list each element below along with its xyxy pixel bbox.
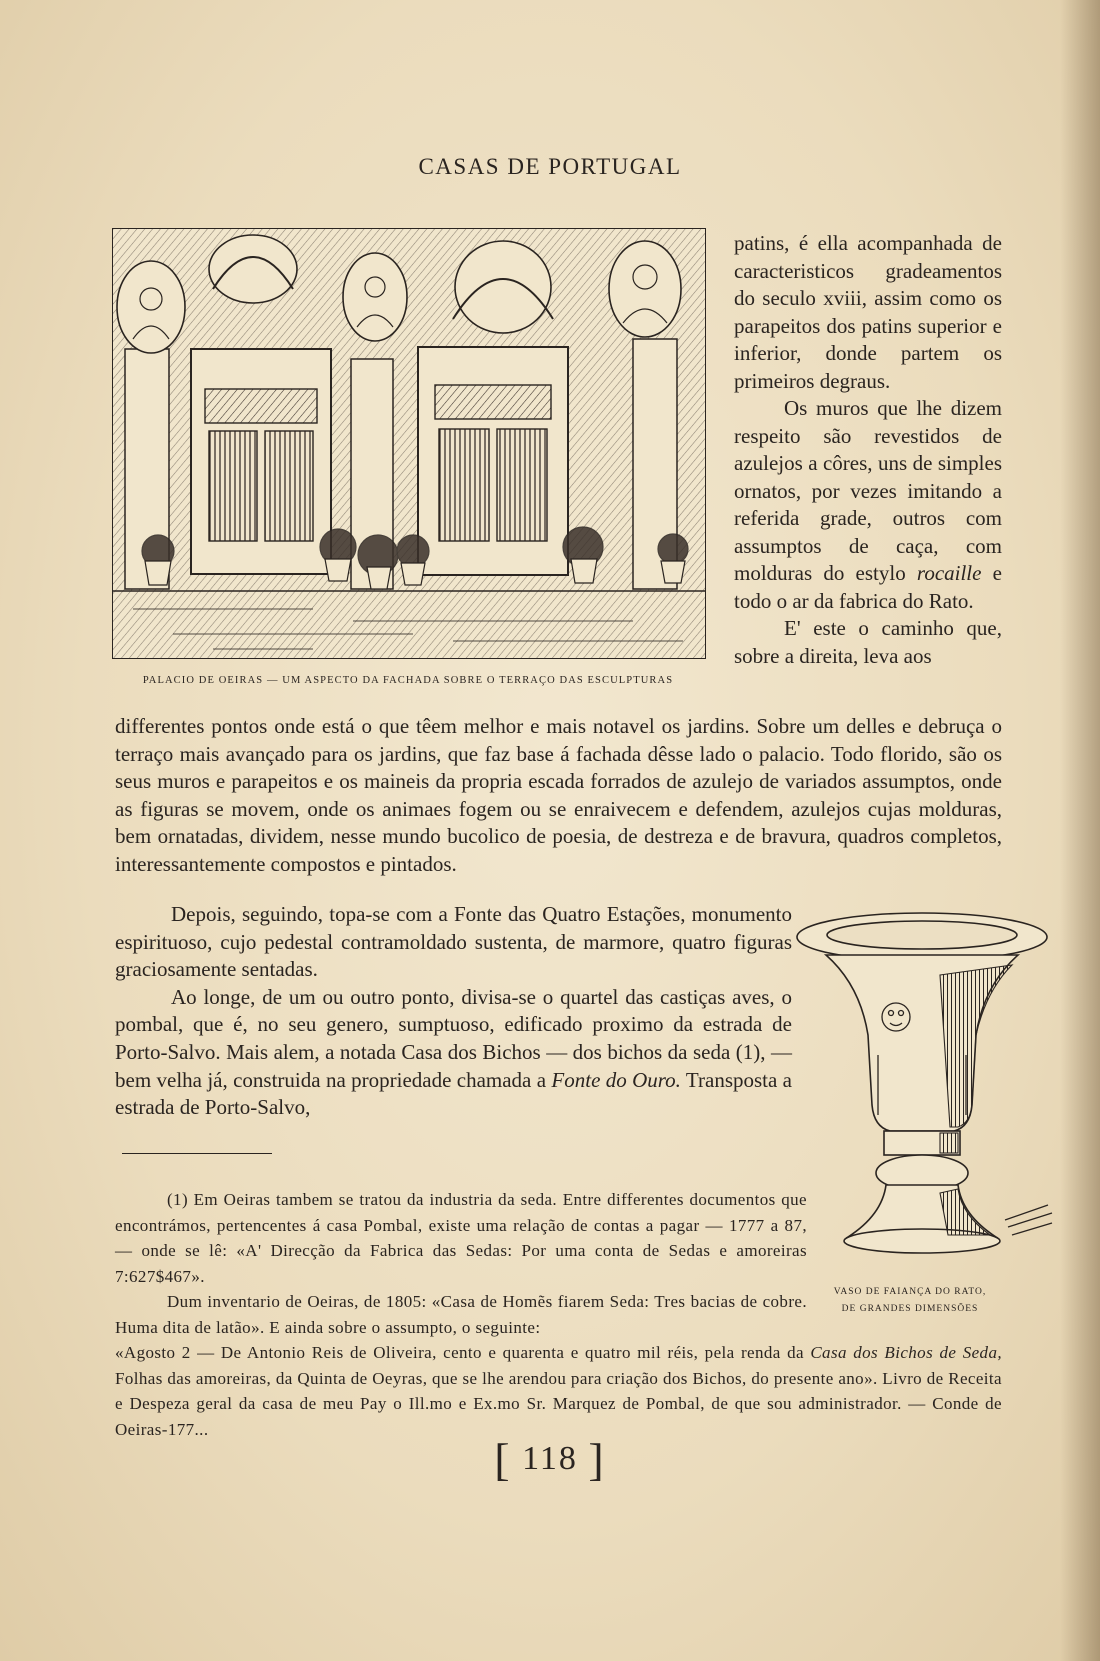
text-run: e todo o ar da fabrica do Rato. xyxy=(734,561,1002,613)
facade-engraving xyxy=(112,228,706,659)
paragraph xyxy=(115,984,792,1122)
footnote-separator xyxy=(122,1153,272,1154)
text-column-right xyxy=(734,230,1002,670)
text-run: Os muros que lhe dizem respeito são revestidos de azulejos a côres, uns de simples ornatos, por vezes imitando a referida grade, outros com assumptos de caça, com molduras do estylo xyxy=(734,396,1002,585)
bracket-right: ] xyxy=(588,1434,606,1485)
page-edge-shadow xyxy=(1060,0,1100,1661)
running-title: CASAS DE PORTUGAL xyxy=(418,154,682,179)
bracket-left: [ xyxy=(494,1434,512,1485)
page-number-value: 118 xyxy=(522,1440,578,1477)
text-run: Ao longe, de um ou outro ponto, divisa-se o quartel das castiças aves, o pombal, que é, no seu genero, sumptuoso, edificado proximo da estrada de Porto-Salvo. Mais alem, a notada Casa dos Bichos — dos bichos da seda (1), — bem velha já, construida na propriedade chamada a xyxy=(115,984,792,1092)
footnote-paragraph: Dum inventario de Oeiras, de 1805: «Casa de Homẽs fiarem Seda: Tres bacias de cobre. Huma dita de latão». E ainda sobre o assumpto, o seguinte: xyxy=(115,1292,807,1337)
paragraph: differentes pontos onde está o que têem melhor e mais notavel os jardins. Sobre um delles e debruça o terraço mais avançado para os jardins, que faz base á fachada dêsse lado o palacio. Todo florido, são os seus muros e parapeitos e os maineis da propria escada forrados de azulejo de variados assumptos, onde as figuras se movem, onde os animaes fogem ou se enraivecem e defendem, azulejos cujas molduras, bem ornatadas, dividem, nesse mundo bucolico de poesia, de destreza e de bravura, quadros completos, interessantemente compostos e pintados. xyxy=(115,714,1002,876)
paragraph xyxy=(734,395,1002,615)
vase-caption-line: VASO DE FAIANÇA DO RATO, xyxy=(833,1287,987,1297)
italic-term: rocaille xyxy=(916,561,982,585)
italic-title: Casa dos Bichos de Seda, xyxy=(810,1343,1002,1362)
footnote-paragraph xyxy=(115,1340,1002,1442)
vase-caption-line: DE GRANDES DIMENSÕES xyxy=(841,1304,979,1314)
footnote-paragraph: (1) Em Oeiras tambem se tratou da industria da seda. Entre differentes documentos que encontrámos, pertencentes á casa Pombal, existe uma relação de contas a pagar — 1777 a 87, — onde se lê: «A' Direcção da Fabrica das Sedas: Por uma conta de Sedas e amoreiras 7:627$467». xyxy=(115,1190,807,1286)
engraving-caption: PALACIO DE OEIRAS — UM ASPECTO DA FACHADA SOBRE O TERRAÇO DAS ESCULPTURAS xyxy=(142,675,674,686)
body-text-full-width xyxy=(115,713,1002,879)
paragraph: patins, é ella acompanhada de caracteristicos gradeamentos do seculo xviii, assim como os parapeitos dos patins superior e inferior, donde partem os primeiros degraus. xyxy=(734,231,1002,393)
text-run: Folhas das amoreiras, da Quinta de Oeyras, que se lhe arendou para criação dos Bichos, do presente ano». Livro de Receita e Despeza geral da casa de meu Pay o Ill.mo e Ex.mo Sr. Marquez de Pombal, de que sou administrador. — Conde de Oeiras-177... xyxy=(115,1368,1002,1439)
paragraph: E' este o caminho que, sobre a direita, leva aos xyxy=(734,616,1002,668)
text-run: «Agosto 2 — De Antonio Reis de Oliveira, cento e quarenta e quatro mil réis, pela renda da xyxy=(115,1343,811,1362)
facade-illustration xyxy=(113,229,705,658)
italic-place-name: Fonte do Ouro. xyxy=(551,1067,681,1092)
paragraph: Depois, seguindo, topa-se com a Fonte das Quatro Estações, monumento espirituoso, cujo pedestal contramoldado sustenta, de marmore, quatro figuras graciosamente sentadas. xyxy=(115,902,792,982)
page-number xyxy=(0,1433,1100,1486)
body-text-narrow xyxy=(115,901,792,1122)
footnotes xyxy=(115,1187,1002,1442)
text-run: Transposta a estrada de Porto-Salvo, xyxy=(115,1067,792,1120)
